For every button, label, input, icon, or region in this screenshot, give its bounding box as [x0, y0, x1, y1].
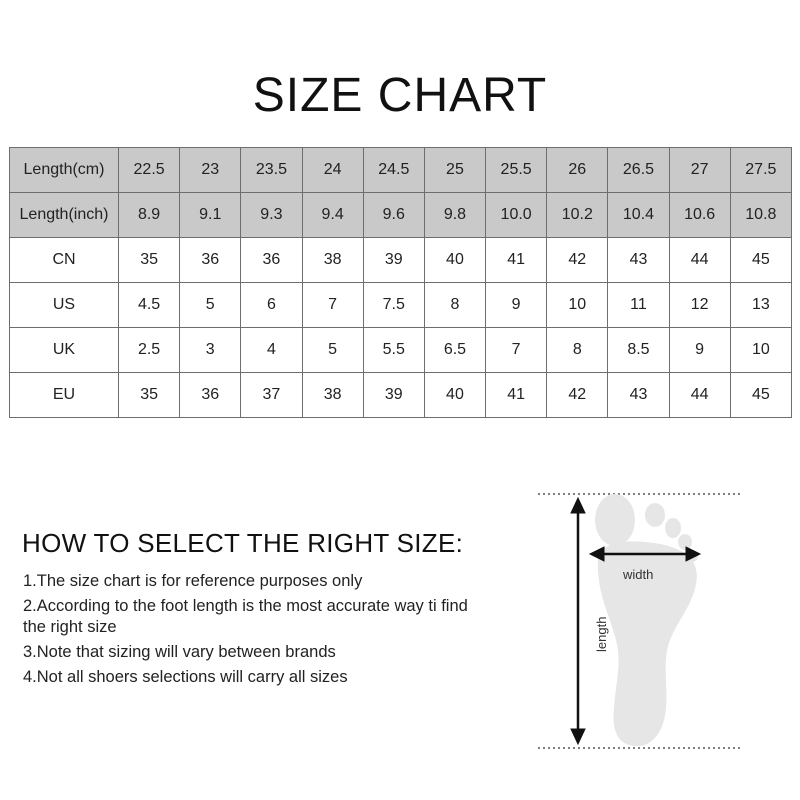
table-cell: 36 — [241, 238, 302, 283]
table-cell: 44 — [669, 238, 730, 283]
table-cell: 25 — [424, 148, 485, 193]
table-cell: 9.4 — [302, 193, 363, 238]
table-cell: 5 — [180, 283, 241, 328]
foot-icon — [595, 494, 698, 746]
table-cell: 24 — [302, 148, 363, 193]
table-cell: 4 — [241, 328, 302, 373]
table-cell: 35 — [119, 373, 180, 418]
width-label: width — [623, 567, 654, 582]
size-table — [9, 147, 792, 418]
table-row — [10, 193, 792, 238]
table-cell: 26 — [547, 148, 608, 193]
table-cell: 24.5 — [363, 148, 424, 193]
tip-item: 1.The size chart is for reference purposes only — [23, 572, 363, 590]
tip-item: 4.Not all shoers selections will carry all sizes — [23, 668, 348, 686]
table-cell: 42 — [547, 238, 608, 283]
table-cell: 6.5 — [424, 328, 485, 373]
table-cell: 10.6 — [669, 193, 730, 238]
page-title: SIZE CHART — [252, 69, 548, 122]
tip-item: 2.According to the foot length is the most accurate way ti find the right size — [23, 597, 468, 636]
table-row — [10, 373, 792, 418]
table-cell: 7 — [486, 328, 547, 373]
table-cell: 45 — [730, 238, 791, 283]
table-cell: 27.5 — [730, 148, 791, 193]
row-label: Length(cm) — [10, 148, 119, 193]
table-cell: 23.5 — [241, 148, 302, 193]
table-row — [10, 283, 792, 328]
table-cell: 9 — [486, 283, 547, 328]
table-cell: 23 — [180, 148, 241, 193]
tips-list — [23, 571, 493, 692]
row-label: UK — [10, 328, 119, 373]
table-cell: 38 — [302, 373, 363, 418]
table-cell: 9 — [669, 328, 730, 373]
table-cell: 43 — [608, 373, 669, 418]
table-cell: 5 — [302, 328, 363, 373]
table-cell: 8 — [547, 328, 608, 373]
table-cell: 38 — [302, 238, 363, 283]
table-cell: 2.5 — [119, 328, 180, 373]
table-cell: 12 — [669, 283, 730, 328]
table-cell: 7 — [302, 283, 363, 328]
table-cell: 44 — [669, 373, 730, 418]
table-cell: 9.6 — [363, 193, 424, 238]
table-cell: 7.5 — [363, 283, 424, 328]
table-cell: 42 — [547, 373, 608, 418]
length-arrow — [571, 498, 585, 744]
table-cell: 40 — [424, 373, 485, 418]
table-cell: 9.8 — [424, 193, 485, 238]
table-row — [10, 328, 792, 373]
table-cell: 36 — [180, 238, 241, 283]
table-cell: 27 — [669, 148, 730, 193]
table-cell: 10 — [547, 283, 608, 328]
row-label: EU — [10, 373, 119, 418]
table-cell: 41 — [486, 238, 547, 283]
table-row — [10, 148, 792, 193]
table-cell: 9.3 — [241, 193, 302, 238]
row-label: CN — [10, 238, 119, 283]
table-cell: 4.5 — [119, 283, 180, 328]
row-label: Length(inch) — [10, 193, 119, 238]
table-cell: 6 — [241, 283, 302, 328]
table-cell: 10.8 — [730, 193, 791, 238]
table-cell: 10.0 — [486, 193, 547, 238]
howto-heading: HOW TO SELECT THE RIGHT SIZE: — [22, 528, 464, 558]
tip-item: 3.Note that sizing will vary between brands — [23, 643, 336, 661]
table-cell: 8.9 — [119, 193, 180, 238]
table-cell: 3 — [180, 328, 241, 373]
table-cell: 36 — [180, 373, 241, 418]
table-cell: 35 — [119, 238, 180, 283]
table-cell: 40 — [424, 238, 485, 283]
length-label: length — [594, 616, 609, 652]
table-cell: 11 — [608, 283, 669, 328]
foot-diagram — [530, 480, 750, 760]
table-cell: 43 — [608, 238, 669, 283]
table-cell: 41 — [486, 373, 547, 418]
table-cell: 10.4 — [608, 193, 669, 238]
table-cell: 9.1 — [180, 193, 241, 238]
table-cell: 8.5 — [608, 328, 669, 373]
table-cell: 37 — [241, 373, 302, 418]
table-cell: 25.5 — [486, 148, 547, 193]
table-cell: 45 — [730, 373, 791, 418]
table-cell: 39 — [363, 238, 424, 283]
table-row — [10, 238, 792, 283]
table-cell: 13 — [730, 283, 791, 328]
table-cell: 10.2 — [547, 193, 608, 238]
table-cell: 10 — [730, 328, 791, 373]
table-cell: 8 — [424, 283, 485, 328]
table-cell: 5.5 — [363, 328, 424, 373]
table-cell: 22.5 — [119, 148, 180, 193]
row-label: US — [10, 283, 119, 328]
table-cell: 26.5 — [608, 148, 669, 193]
table-cell: 39 — [363, 373, 424, 418]
